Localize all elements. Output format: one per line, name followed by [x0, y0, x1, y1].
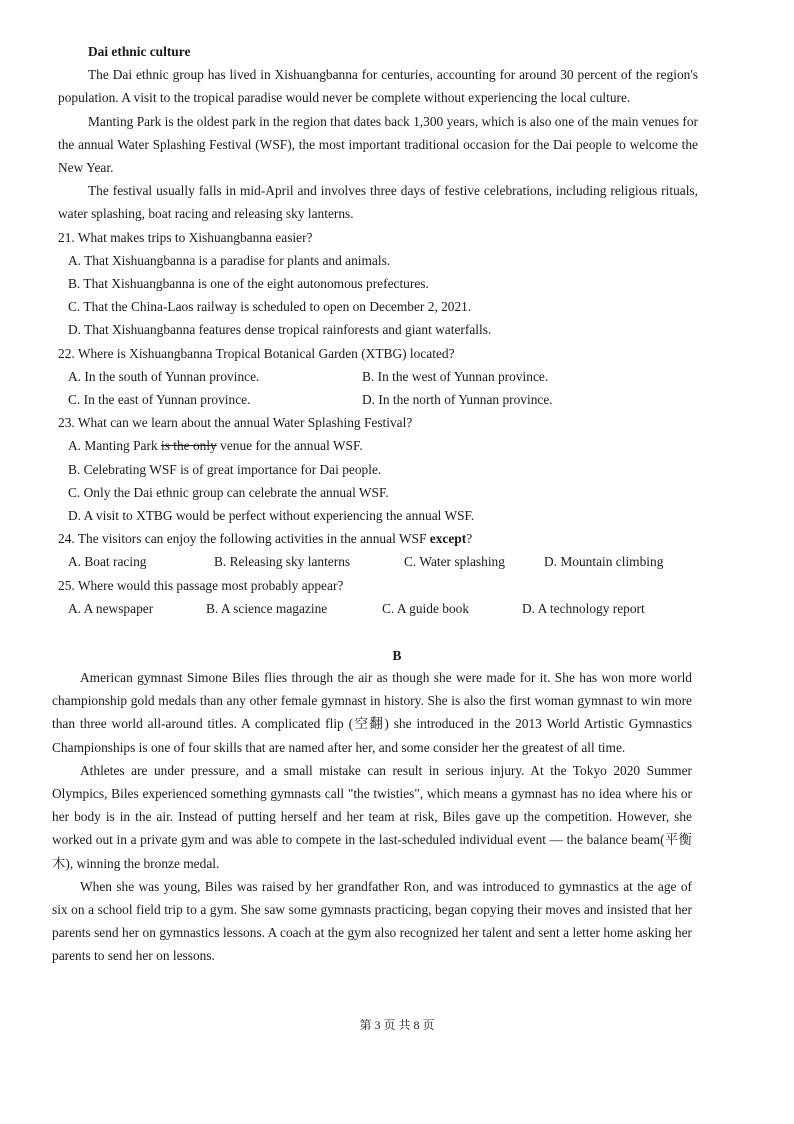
options-row [68, 388, 698, 411]
stem-text: 24. The visitors can enjoy the following activities in the annual WSF [58, 531, 430, 547]
page-number: 第 3 页 共 8 页 [359, 1018, 435, 1032]
options-row [68, 597, 698, 620]
paragraph: The festival usually falls in mid-April and involves three days of festive celebrations, including religious rituals, water splashing, boat racing and releasing sky lanterns. [58, 183, 698, 222]
option-c: C. That the China-Laos railway is scheduled to open on December 2, 2021. [68, 299, 472, 315]
option-a: A. A newspaper [68, 600, 154, 616]
section-b [52, 666, 692, 968]
option-c: C. Only the Dai ethnic group can celebrate the annual WSF. [68, 484, 389, 500]
options-row [68, 550, 698, 573]
question-stem: 23. What can we learn about the annual Water Splashing Festival? [58, 415, 413, 431]
question-stem: 25. Where would this passage most probably appear? [58, 577, 344, 593]
question-stem: 21. What makes trips to Xishuangbanna easier? [58, 229, 313, 245]
question-stem [58, 527, 698, 550]
option-d: D. Mountain climbing [544, 554, 664, 570]
struck-text: is the only [160, 438, 217, 454]
stem-emphasis: except [429, 531, 467, 547]
section-b-heading: B [392, 648, 402, 663]
question-21 [58, 226, 698, 342]
option-a-text-start: A. Manting Park [68, 438, 161, 454]
passage-title: Dai ethnic culture [88, 44, 191, 59]
option-b: B. That Xishuangbanna is one of the eight autonomous prefectures. [68, 276, 429, 292]
question-25 [58, 574, 698, 620]
option-b: B. Releasing sky lanterns [214, 554, 351, 570]
option-d: D. A visit to XTBG would be perfect without experiencing the annual WSF. [68, 508, 475, 524]
option-a: A. In the south of Yunnan province. [68, 368, 260, 384]
section-a [58, 40, 698, 620]
paragraph: Manting Park is the oldest park in the region that dates back 1,300 years, which is also one of the main venues for the annual Water Splashing Festival (WSF), the most important traditional occasion for the Dai people to welcome the New Year. [58, 113, 698, 176]
option-d: D. In the north of Yunnan province. [362, 392, 553, 408]
option-d: D. That Xishuangbanna features dense tropical rainforests and giant waterfalls. [68, 322, 492, 338]
option-b: B. Celebrating WSF is of great importance for Dai people. [68, 461, 382, 477]
options-row [68, 365, 698, 388]
question-23 [58, 411, 698, 527]
option-c: C. Water splashing [404, 554, 505, 570]
paragraph: When she was young, Biles was raised by her grandfather Ron, and was introduced to gymnastics at the age of six on a school field trip to a gym. She saw some gymnasts practicing, began copying their moves and insisted that her parents send her on gymnastics lessons. A coach at the gym also recognized her talent and sent a letter home asking her parents to send her on lessons. [52, 878, 692, 964]
option-c: C. In the east of Yunnan province. [68, 392, 251, 408]
paragraph: American gymnast Simone Biles flies through the air as though she were made for it. She has won more world championship gold medals than any other female gymnast in history. She is also the first woman gymnast to win more than three world all-around titles. A complicated flip (空翻) she introduced in the 2013 World Artistic Gymnastics Championships is one of four skills that are named after her, and some consider her the greatest of all time. [52, 670, 692, 755]
option-b: B. In the west of Yunnan province. [362, 368, 549, 384]
option-a [68, 434, 698, 457]
question-22 [58, 342, 698, 412]
option-a-text-end: venue for the annual WSF. [216, 438, 363, 454]
question-24 [58, 527, 698, 573]
option-b: B. A science magazine [206, 600, 328, 616]
option-a: A. Boat racing [68, 554, 147, 570]
option-a: A. That Xishuangbanna is a paradise for plants and animals. [68, 252, 391, 268]
stem-end: ? [466, 531, 473, 547]
question-stem: 22. Where is Xishuangbanna Tropical Botanical Garden (XTBG) located? [58, 345, 455, 361]
paragraph: Athletes are under pressure, and a small mistake can result in serious injury. At the Tokyo 2020 Summer Olympics, Biles experienced something gymnasts call "the twisties", which means a gymnast has no idea where his or her body is in the air. Instead of putting herself and her team at risk, Biles gave up the competition. However, she worked out in a private gym and was able to compete in the last-scheduled individual event — the balance beam(平衡木), winning the bronze medal. [52, 762, 692, 871]
option-d: D. A technology report [522, 600, 645, 616]
paragraph: The Dai ethnic group has lived in Xishuangbanna for centuries, accounting for around 30 percent of the region's population. A visit to the tropical paradise would never be complete without experiencing the local culture. [58, 67, 698, 106]
option-c: C. A guide book [382, 600, 470, 616]
